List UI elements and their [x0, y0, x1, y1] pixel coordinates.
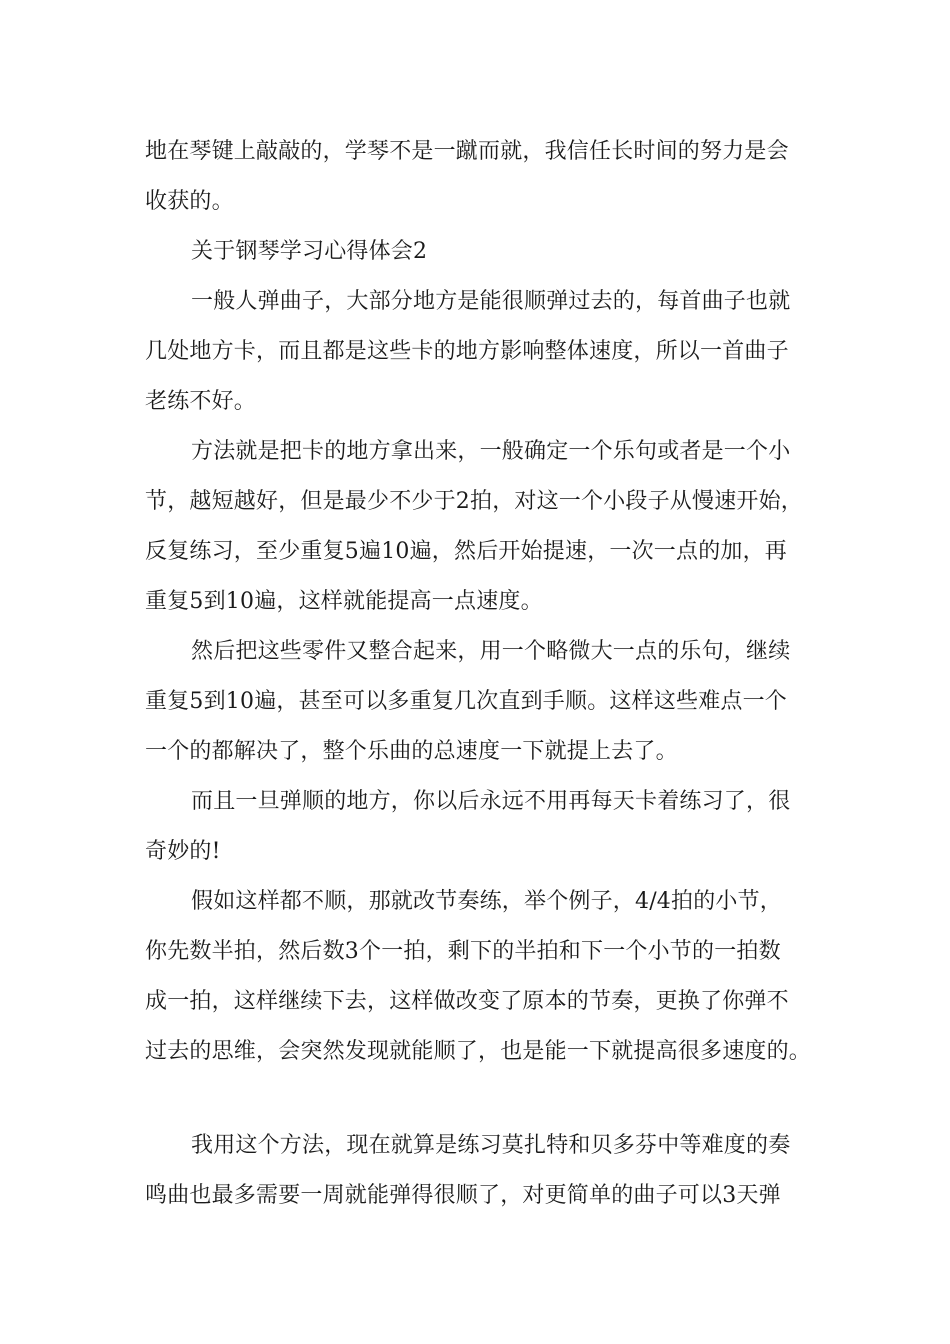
- body-line-20: 我用这个方法，现在就算是练习莫扎特和贝多芬中等难度的奏: [191, 1133, 791, 1158]
- body-line-13: 一个的都解决了，整个乐曲的总速度一下就提上去了。: [145, 739, 678, 764]
- body-line-17: 你先数半拍，然后数3个一拍，剩下的半拍和下一个小节的一拍数: [145, 939, 781, 964]
- body-line-6: 老练不好。: [145, 389, 257, 414]
- body-line-9: 反复练习，至少重复5遍10遍，然后开始提速，一次一点的加，再: [145, 539, 787, 564]
- body-line-16: 假如这样都不顺，那就改节奏练，举个例子，4/4拍的小节，: [191, 889, 783, 914]
- body-line-21: 鸣曲也最多需要一周就能弹得很顺了，对更简单的曲子可以3天弹: [145, 1183, 781, 1208]
- body-line-11: 然后把这些零件又整合起来，用一个略微大一点的乐句，继续: [191, 639, 791, 664]
- body-line-15: 奇妙的!: [145, 839, 221, 864]
- body-line-1: 地在琴键上敲敲的，学琴不是一蹴而就，我信任长时间的努力是会: [145, 139, 789, 164]
- body-line-12: 重复5到10遍，甚至可以多重复几次直到手顺。这样这些难点一个: [145, 689, 787, 714]
- body-line-7: 方法就是把卡的地方拿出来，一般确定一个乐句或者是一个小: [191, 439, 791, 464]
- body-line-8: 节，越短越好，但是最少不少于2拍，对这一个小段子从慢速开始，: [145, 489, 803, 514]
- body-line-5: 几处地方卡，而且都是这些卡的地方影响整体速度，所以一首曲子: [145, 339, 789, 364]
- body-line-10: 重复5到10遍，这样就能提高一点速度。: [145, 589, 543, 614]
- body-line-2: 收获的。: [145, 189, 234, 214]
- body-line-18: 成一拍，这样继续下去，这样做改变了原本的节奏，更换了你弹不: [145, 989, 789, 1014]
- body-line-14: 而且一旦弹顺的地方，你以后永远不用再每天卡着练习了，很: [191, 789, 791, 814]
- body-line-4: 一般人弹曲子，大部分地方是能很顺弹过去的，每首曲子也就: [191, 289, 791, 314]
- body-line-19: 过去的思维，会突然发现就能顺了，也是能一下就提高很多速度的。: [145, 1039, 812, 1064]
- section-heading: 关于钢琴学习心得体会2: [191, 239, 428, 264]
